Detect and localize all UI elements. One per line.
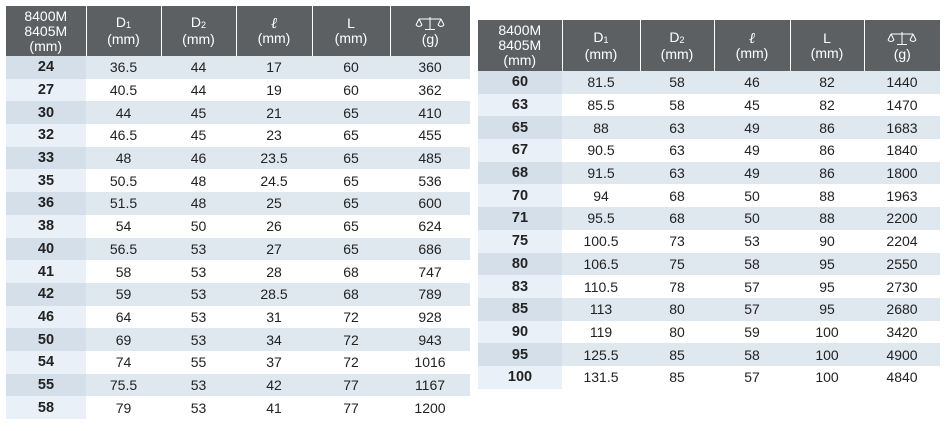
size-cell: 80 [478, 253, 562, 276]
d2-cell: 53 [161, 260, 236, 283]
l-cell: 86 [790, 116, 864, 139]
d2-cell: 63 [640, 116, 714, 139]
ell-cell: 57 [714, 275, 790, 298]
d1-cell: 44 [86, 101, 161, 124]
weight-cell: 1800 [864, 162, 940, 185]
table-row [478, 253, 940, 276]
size-cell: 65 [478, 116, 562, 139]
size-cell: 30 [6, 101, 86, 124]
l-cell: 100 [790, 343, 864, 366]
weight-cell: 928 [390, 306, 470, 329]
ell-cell: 19 [236, 79, 312, 102]
d1-cell: 79 [86, 396, 161, 419]
table-row [478, 298, 940, 321]
ell-cell: 34 [236, 328, 312, 351]
l-cell: 88 [790, 207, 864, 230]
l-cell: 82 [790, 71, 864, 94]
d2-cell: 73 [640, 230, 714, 253]
d1-cell: 91.5 [562, 162, 640, 185]
d1-cell: 36.5 [86, 56, 161, 79]
d2-cell: 45 [161, 124, 236, 147]
d1-cell: 59 [86, 283, 161, 306]
table-row [6, 124, 470, 147]
table-row [6, 56, 470, 79]
size-cell: 24 [6, 56, 86, 79]
table-row [478, 230, 940, 253]
weight-cell: 1963 [864, 184, 940, 207]
d1-cell: 40.5 [86, 79, 161, 102]
ell-cell: 31 [236, 306, 312, 329]
d2-cell: 45 [161, 101, 236, 124]
weight-cell: 686 [390, 238, 470, 261]
d2-cell: 68 [640, 184, 714, 207]
scale-icon [415, 15, 445, 31]
weight-cell: 2730 [864, 275, 940, 298]
l-cell: 65 [312, 101, 390, 124]
l-cell: 95 [790, 253, 864, 276]
table-row [478, 207, 940, 230]
d1-cell: 64 [86, 306, 161, 329]
table-row [478, 94, 940, 117]
size-cell: 70 [478, 184, 562, 207]
table-row [6, 147, 470, 170]
l-cell: 100 [790, 321, 864, 344]
weight-cell: 4840 [864, 366, 940, 389]
l-cell: 72 [312, 328, 390, 351]
d2-cell: 58 [640, 94, 714, 117]
size-cell: 95 [478, 343, 562, 366]
table-row [478, 275, 940, 298]
d2-cell: 50 [161, 215, 236, 238]
size-cell: 50 [6, 328, 86, 351]
d2-cell: 85 [640, 366, 714, 389]
d2-cell: 48 [161, 169, 236, 192]
d2-cell: 53 [161, 238, 236, 261]
d2-cell: 44 [161, 79, 236, 102]
l-cell: 72 [312, 351, 390, 374]
table-row [478, 116, 940, 139]
d1-cell: 54 [86, 215, 161, 238]
d2-cell: 53 [161, 374, 236, 397]
l-cell: 65 [312, 215, 390, 238]
d2-cell: 53 [161, 283, 236, 306]
header-d2: $D_2$ (mm) [640, 20, 714, 71]
d2-cell: 58 [640, 71, 714, 94]
table-row [6, 238, 470, 261]
header-d2: $D_2$ (mm) [161, 6, 236, 56]
size-cell: 58 [6, 396, 86, 419]
d1-cell: 75.5 [86, 374, 161, 397]
weight-cell: 1167 [390, 374, 470, 397]
size-cell: 35 [6, 169, 86, 192]
weight-cell: 600 [390, 192, 470, 215]
table-row [6, 260, 470, 283]
ell-cell: 23 [236, 124, 312, 147]
l-cell: 88 [790, 184, 864, 207]
ell-cell: 58 [714, 343, 790, 366]
weight-cell: 2200 [864, 207, 940, 230]
weight-cell: 1200 [390, 396, 470, 419]
l-cell: 65 [312, 238, 390, 261]
table-row [6, 351, 470, 374]
l-cell: 72 [312, 306, 390, 329]
ell-cell: 21 [236, 101, 312, 124]
size-cell: 67 [478, 139, 562, 162]
d1-cell: 58 [86, 260, 161, 283]
l-cell: 95 [790, 298, 864, 321]
size-cell: 100 [478, 366, 562, 389]
weight-cell: 410 [390, 101, 470, 124]
weight-cell: 789 [390, 283, 470, 306]
weight-cell: 1440 [864, 71, 940, 94]
l-cell: 65 [312, 124, 390, 147]
d2-cell: 63 [640, 139, 714, 162]
d1-cell: 95.5 [562, 207, 640, 230]
ell-cell: 50 [714, 184, 790, 207]
size-cell: 68 [478, 162, 562, 185]
size-cell: 41 [6, 260, 86, 283]
size-cell: 32 [6, 124, 86, 147]
l-cell: 65 [312, 169, 390, 192]
table-row [6, 283, 470, 306]
weight-cell: 2550 [864, 253, 940, 276]
weight-cell: 536 [390, 169, 470, 192]
l-cell: 65 [312, 147, 390, 170]
l-cell: 68 [312, 260, 390, 283]
d2-cell: 75 [640, 253, 714, 276]
size-cell: 42 [6, 283, 86, 306]
header-model: 8400M 8405M (mm) [478, 20, 562, 71]
weight-cell: 3420 [864, 321, 940, 344]
d1-cell: 85.5 [562, 94, 640, 117]
ell-cell: 49 [714, 139, 790, 162]
d1-cell: 48 [86, 147, 161, 170]
weight-cell: 2204 [864, 230, 940, 253]
d1-cell: 110.5 [562, 275, 640, 298]
ell-cell: 25 [236, 192, 312, 215]
ell-cell: 57 [714, 298, 790, 321]
table-row [6, 79, 470, 102]
l-cell: 82 [790, 94, 864, 117]
d2-cell: 48 [161, 192, 236, 215]
weight-cell: 485 [390, 147, 470, 170]
weight-cell: 4900 [864, 343, 940, 366]
size-cell: 83 [478, 275, 562, 298]
l-cell: 86 [790, 162, 864, 185]
l-cell: 95 [790, 275, 864, 298]
size-cell: 75 [478, 230, 562, 253]
ell-cell: 17 [236, 56, 312, 79]
size-cell: 71 [478, 207, 562, 230]
ell-cell: 45 [714, 94, 790, 117]
weight-cell: 1016 [390, 351, 470, 374]
d1-cell: 106.5 [562, 253, 640, 276]
header-l: L (mm) [790, 20, 864, 71]
ell-cell: 49 [714, 116, 790, 139]
d2-cell: 85 [640, 343, 714, 366]
ell-cell: 50 [714, 207, 790, 230]
l-cell: 77 [312, 374, 390, 397]
header-ell: ℓ (mm) [714, 20, 790, 71]
l-cell: 77 [312, 396, 390, 419]
d1-cell: 131.5 [562, 366, 640, 389]
size-cell: 40 [6, 238, 86, 261]
weight-cell: 1470 [864, 94, 940, 117]
ell-cell: 23.5 [236, 147, 312, 170]
l-cell: 90 [790, 230, 864, 253]
weight-cell: 362 [390, 79, 470, 102]
d1-cell: 56.5 [86, 238, 161, 261]
table-row [6, 192, 470, 215]
table-row [478, 184, 940, 207]
weight-cell: 2680 [864, 298, 940, 321]
table-row [6, 328, 470, 351]
size-cell: 60 [478, 71, 562, 94]
table-row [478, 162, 940, 185]
spec-table-left [6, 6, 470, 419]
ell-cell: 24.5 [236, 169, 312, 192]
size-cell: 38 [6, 215, 86, 238]
d1-cell: 51.5 [86, 192, 161, 215]
l-cell: 60 [312, 79, 390, 102]
size-cell: 27 [6, 79, 86, 102]
d1-cell: 74 [86, 351, 161, 374]
weight-cell: 1840 [864, 139, 940, 162]
ell-cell: 57 [714, 366, 790, 389]
d2-cell: 80 [640, 298, 714, 321]
d2-cell: 78 [640, 275, 714, 298]
d2-cell: 55 [161, 351, 236, 374]
d2-cell: 80 [640, 321, 714, 344]
d1-cell: 46.5 [86, 124, 161, 147]
table-row [478, 343, 940, 366]
d1-cell: 50.5 [86, 169, 161, 192]
d1-cell: 94 [562, 184, 640, 207]
d2-cell: 63 [640, 162, 714, 185]
table-row [478, 139, 940, 162]
size-cell: 55 [6, 374, 86, 397]
l-cell: 68 [312, 283, 390, 306]
ell-cell: 27 [236, 238, 312, 261]
ell-cell: 41 [236, 396, 312, 419]
d2-cell: 53 [161, 328, 236, 351]
d2-cell: 53 [161, 306, 236, 329]
table-row [478, 366, 940, 389]
weight-cell: 1683 [864, 116, 940, 139]
ell-cell: 28.5 [236, 283, 312, 306]
size-cell: 33 [6, 147, 86, 170]
table-row [6, 101, 470, 124]
header-weight: (g) [390, 6, 470, 56]
header-d1: $D_1$ (mm) [86, 6, 161, 56]
l-cell: 100 [790, 366, 864, 389]
table-row [6, 396, 470, 419]
weight-cell: 747 [390, 260, 470, 283]
weight-cell: 943 [390, 328, 470, 351]
size-cell: 54 [6, 351, 86, 374]
size-cell: 90 [478, 321, 562, 344]
ell-cell: 37 [236, 351, 312, 374]
weight-cell: 624 [390, 215, 470, 238]
table-row [478, 321, 940, 344]
weight-cell: 455 [390, 124, 470, 147]
table-row [6, 169, 470, 192]
d1-cell: 81.5 [562, 71, 640, 94]
ell-cell: 46 [714, 71, 790, 94]
ell-cell: 49 [714, 162, 790, 185]
d1-cell: 90.5 [562, 139, 640, 162]
d1-cell: 125.5 [562, 343, 640, 366]
d1-cell: 113 [562, 298, 640, 321]
table-row [6, 374, 470, 397]
table-header-row [478, 20, 940, 71]
d2-cell: 68 [640, 207, 714, 230]
header-model: 8400M 8405M (mm) [6, 6, 86, 56]
l-cell: 86 [790, 139, 864, 162]
d1-cell: 88 [562, 116, 640, 139]
l-cell: 60 [312, 56, 390, 79]
table-row [6, 215, 470, 238]
weight-cell: 360 [390, 56, 470, 79]
table-row [6, 306, 470, 329]
table-row [478, 71, 940, 94]
header-d1: $D_1$ (mm) [562, 20, 640, 71]
d1-cell: 100.5 [562, 230, 640, 253]
table-header-row [6, 6, 470, 56]
header-l: L (mm) [312, 6, 390, 56]
l-cell: 65 [312, 192, 390, 215]
size-cell: 46 [6, 306, 86, 329]
ell-cell: 58 [714, 253, 790, 276]
header-ell: ℓ (mm) [236, 6, 312, 56]
size-cell: 36 [6, 192, 86, 215]
size-cell: 63 [478, 94, 562, 117]
d1-cell: 69 [86, 328, 161, 351]
d2-cell: 46 [161, 147, 236, 170]
ell-cell: 42 [236, 374, 312, 397]
ell-cell: 59 [714, 321, 790, 344]
d2-cell: 44 [161, 56, 236, 79]
spec-table-right [478, 20, 940, 389]
ell-cell: 26 [236, 215, 312, 238]
d1-cell: 119 [562, 321, 640, 344]
scale-icon [887, 30, 917, 46]
size-cell: 85 [478, 298, 562, 321]
ell-cell: 53 [714, 230, 790, 253]
d2-cell: 53 [161, 396, 236, 419]
header-weight: (g) [864, 20, 940, 71]
ell-cell: 28 [236, 260, 312, 283]
